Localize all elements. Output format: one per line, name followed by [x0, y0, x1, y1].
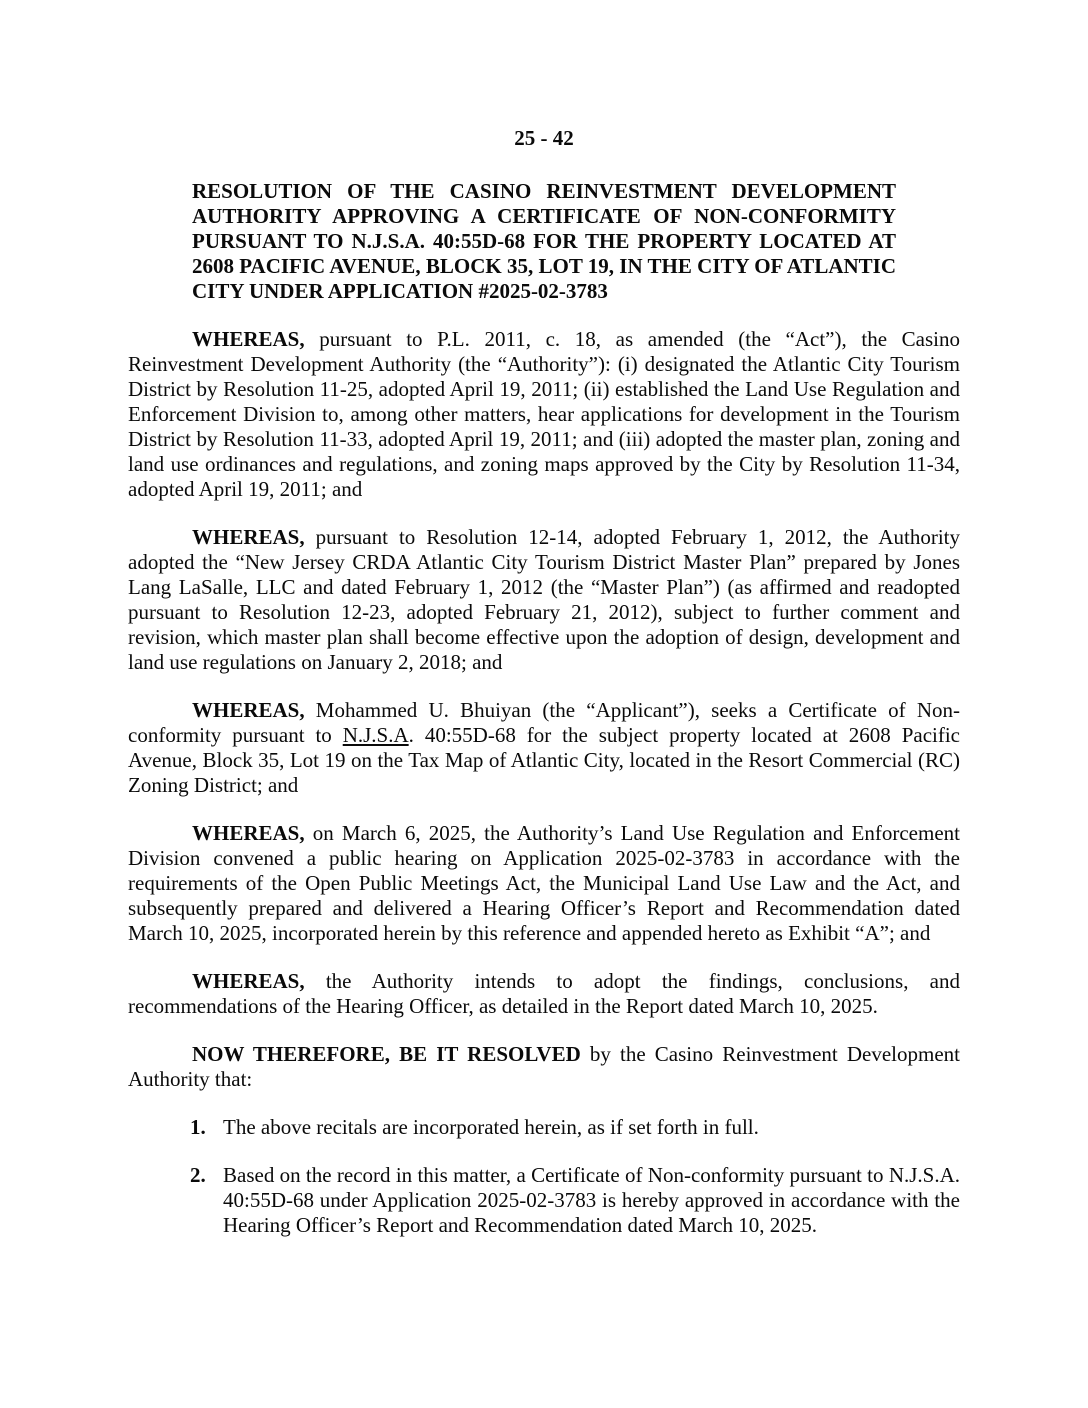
whereas-text-3-after: . 40:55D-68 for the subject property located at 2608 Pacific Avenue, Block 35, Lot 19 on the Tax Map of Atlantic City, located in the Resort Commercial (RC) Zoning District; and — [128, 723, 960, 797]
whereas-text-1: pursuant to P.L. 2011, c. 18, as amended (the “Act”), the Casino Reinvestment Development Authority (the “Authority”): (i) designated the Atlantic City Tourism District by Resolution 11-25, adopted April 19, 2011; (ii) established the Land Use Regulation and Enforcement Division to, among other matters, hear applications for development in the Tourism District by Resolution 11-33, adopted April 19, 2011; and (iii) adopted the master plan, zoning and land use ordinances and regulations, and zoning maps approved by the City by Resolution 11-34, adopted April 19, 2011; and — [128, 327, 960, 501]
resolution-list-item-2 — [190, 1163, 960, 1238]
whereas-lead-1: WHEREAS, — [192, 327, 305, 351]
whereas-text-5: the Authority intends to adopt the findings, conclusions, and recommendations of the Hearing Officer, as detailed in the Report dated March 10, 2025. — [128, 969, 960, 1018]
whereas-lead-4: WHEREAS, — [192, 821, 305, 845]
whereas-text-4: on March 6, 2025, the Authority’s Land Use Regulation and Enforcement Division convened a public hearing on Application 2025-02-3783 in accordance with the requirements of the Open Public Meetings Act, the Municipal Land Use Law and the Act, and subsequently prepared and delivered a Hearing Officer’s Report and Recommendation dated March 10, 2025, incorporated herein by this reference and appended hereto as Exhibit “A”; and — [128, 821, 960, 945]
resolution-title: RESOLUTION OF THE CASINO REINVESTMENT DEVELOPMENT AUTHORITY APPROVING A CERTIFICATE OF NON-CONFORMITY PURSUANT TO N.J.S.A. 40:55D-68 FOR THE PROPERTY LOCATED AT 2608 PACIFIC AVENUE, BLOCK 35, LOT 19, IN THE CITY OF ATLANTIC CITY UNDER APPLICATION #2025-02-3783 — [192, 179, 896, 303]
whereas-lead-2: WHEREAS, — [192, 525, 305, 549]
whereas-paragraph-1 — [128, 327, 960, 502]
whereas-paragraph-2 — [128, 525, 960, 675]
list-item-2-text: Based on the record in this matter, a Certificate of Non-conformity pursuant to N.J.S.A. 40:55D-68 under Application 2025-02-3783 is hereby approved in accordance with the Hearing Officer’s Report and Recommendation dated March 10, 2025. — [223, 1163, 960, 1237]
whereas-paragraph-3 — [128, 698, 960, 798]
page-number: 25 - 42 — [514, 126, 574, 150]
resolved-text: by the Casino Reinvestment Development Authority that: — [128, 1042, 960, 1091]
resolved-paragraph — [128, 1042, 960, 1092]
njsa-citation-underlined: N.J.S.A — [342, 723, 409, 747]
whereas-text-2: pursuant to Resolution 12-14, adopted February 1, 2012, the Authority adopted the “New Jersey CRDA Atlantic City Tourism District Master Plan” prepared by Jones Lang LaSalle, LLC and dated February 1, 2012 (the “Master Plan”) (as affirmed and readopted pursuant to Resolution 12-23, adopted February 21, 2012), subject to further comment and revision, which master plan shall become effective upon the adoption of design, development and land use regulations on January 2, 2018; and — [128, 525, 960, 674]
whereas-paragraph-5 — [128, 969, 960, 1019]
whereas-text-3-before: Mohammed U. Bhuiyan (the “Applicant”), seeks a Certificate of Non-conformity pursuant to — [128, 698, 960, 747]
list-item-1-number: 1. — [190, 1115, 206, 1139]
resolved-lead: NOW THEREFORE, BE IT RESOLVED — [192, 1042, 581, 1066]
resolution-list-item-1 — [190, 1115, 960, 1140]
whereas-paragraph-4 — [128, 821, 960, 946]
whereas-lead-3: WHEREAS, — [192, 698, 305, 722]
list-item-2-number: 2. — [190, 1163, 206, 1187]
whereas-lead-5: WHEREAS, — [192, 969, 305, 993]
list-item-1-text: The above recitals are incorporated herein, as if set forth in full. — [223, 1115, 759, 1139]
